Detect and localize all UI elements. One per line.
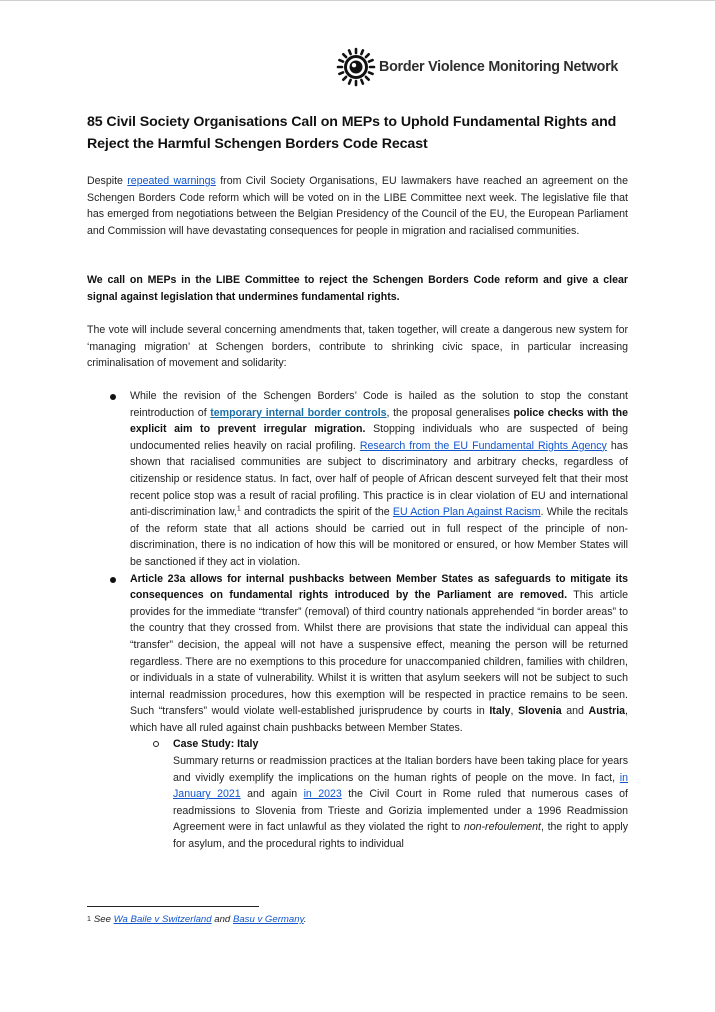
document-header: [336, 47, 618, 87]
january-2021-ruling-link[interactable]: in January 2021: [173, 771, 628, 801]
ruling-2023-link[interactable]: in 2023: [303, 788, 342, 801]
list-item: Article 23a allows for internal pushbacks between Member States as safeguards to mitigate its consequences on fundamental rights introduced by the Parliament are removed. This article provides for the immediate “transfer” (removal) of third country nationals apprehended “in border areas” to the country that they crossed from. Whilst there are provisions that state the individual can appeal this “transfer” decision, the appeal will not have a suspensive effect, meaning the person will be returned regardless. There are no exemptions to this procedure for unaccompanied children, families with children, or individuals in a state of vulnerability. Whilst it is written that asylum seekers will not be subject to such internal readmission procedures, how this exemption will be respected in practice remains to be seen. Such “transfers” would violate well-established jurisprudence by courts in Italy, Slovenia and Austria, which have all ruled against chain pushbacks between Member States.: [87, 571, 628, 737]
sub-bullet-icon: [153, 741, 159, 747]
footnote-ref[interactable]: 1: [236, 505, 241, 513]
top-border-line: [0, 0, 715, 1]
concerns-list: [87, 388, 628, 853]
organisation-name: Border Violence Monitoring Network: [379, 59, 619, 75]
wa-baile-link[interactable]: Wa Baile v Switzerland: [113, 914, 212, 925]
vote-paragraph: The vote will include several concerning amendments that, taken together, will create a dangerous new system for ‘managing migration’ at Schengen borders, contribute to shrinking civic space, in particular increasing criminalisation of movement and solidarity:: [87, 324, 628, 370]
footnote-divider: [87, 906, 259, 907]
bvmn-sun-logo-icon: [336, 47, 376, 87]
repeated-warnings-link[interactable]: repeated warnings: [127, 175, 216, 187]
fra-research-link[interactable]: Research from the EU Fundamental Rights Agency: [359, 439, 607, 452]
footnote: $^1$ See Wa Baile v Switzerland and Basu v Germany.: [87, 914, 307, 925]
bullet-icon: [110, 577, 116, 583]
basu-link[interactable]: Basu v Germany: [232, 914, 304, 925]
temporary-internal-border-controls-link[interactable]: temporary internal border controls: [210, 406, 387, 419]
call-to-action-paragraph: We call on MEPs in the LIBE Committee to reject the Schengen Borders Code reform and give a clear signal against legislation that undermines fundamental rights.: [87, 274, 628, 303]
case-study-title: Case Study: Italy: [173, 738, 259, 751]
eu-action-plan-link[interactable]: EU Action Plan Against Racism: [392, 506, 541, 519]
document-title: 85 Civil Society Organisations Call on MEPs to Uphold Fundamental Rights and Reject the Harmful Schengen Borders Code Recast: [87, 114, 617, 152]
intro-paragraph: Despite repeated warnings from Civil Society Organisations, EU lawmakers have reached an agreement on the Schengen Borders Code reform which will be voted on in the LIBE Committee next week. The legislative file that has emerged from negotiations between the Belgian Presidency of the Council of the EU, the European Parliament and Commission will have devastating consequences for people in migration and racialised communities.: [87, 175, 628, 237]
list-item: While the revision of the Schengen Borders’ Code is hailed as the solution to stop the constant reintroduction of temporary internal border controls, the proposal generalises police checks with the explicit aim to prevent irregular migration. Stopping individuals who are suspected of being undocumented relies heavily on racial profiling. Research from the EU Fundamental Rights Agency has shown that racialised communities are subject to discriminatory and arbitrary checks, regardless of citizenship or residence status. In fact, over half of people of African descent surveyed felt that their most recent police stop was a result of racial profiling. This practice is in clear violation of EU and international anti-discrimination law,$^1$ and contradicts the spirit of the EU Action Plan Against Racism. While the recitals of the reform state that all actions should be carried out in full respect of the principle of non-discrimination, there is no indication of how this will be monitored or ensured, or how Member States will be sanctioned if they act in violation.: [87, 388, 628, 571]
case-study-item: Case Study: Italy Summary returns or readmission practices at the Italian borders have been taking place for years and vividly exemplify the implications on the human rights of people on the move. In fact, in January 2021 and again in 2023 the Civil Court in Rome ruled that numerous cases of readmissions to Slovenia from Trieste and Gorizia implemented under a 1996 Readmission Agreement were in fact unlawful as they violated the right to non-refoulement, the right to apply for asylum, and the procedural rights to individual: [87, 736, 628, 852]
bullet-icon: [110, 394, 116, 400]
